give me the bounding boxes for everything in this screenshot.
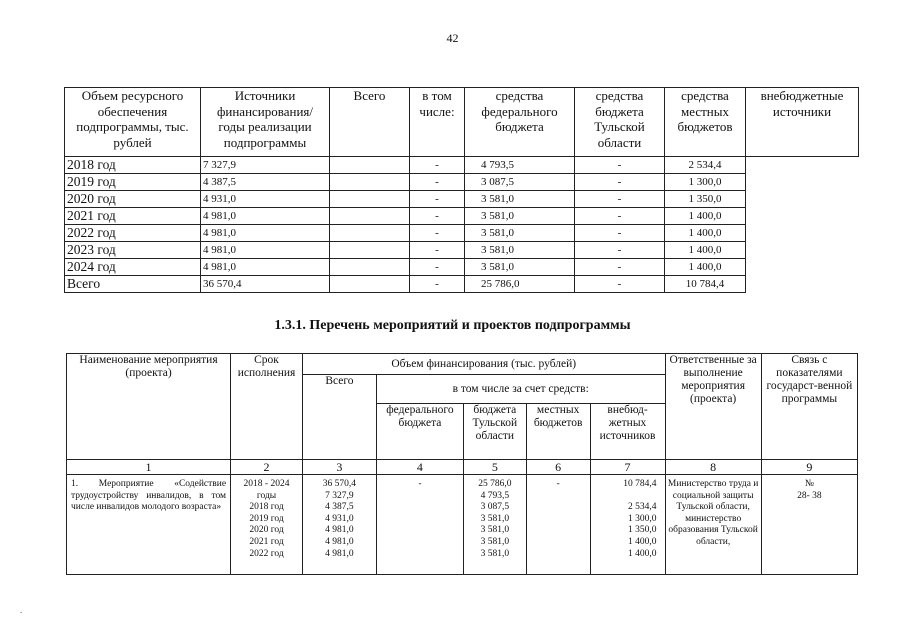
column-number: 1: [67, 460, 231, 475]
resource-row: [65, 191, 859, 208]
resource-total: 4 931,0: [201, 191, 330, 208]
cell-line: 3 581,0: [480, 536, 510, 547]
resource-regional: 3 581,0: [465, 208, 575, 225]
cell-line: 3 581,0: [480, 525, 510, 536]
cell-line: 3 581,0: [480, 513, 510, 524]
resource-including: [330, 242, 410, 259]
cell-line: 28- 38: [797, 490, 822, 501]
column-number: 4: [376, 460, 463, 475]
page-number: 42: [446, 31, 459, 45]
resource-row: [65, 259, 859, 276]
header-sources: Источники финансирования/ годы реализации подпрограммы: [201, 88, 330, 157]
header-total: Всего: [330, 88, 410, 157]
cell-line: 2019 год: [249, 513, 284, 524]
cell-line: 25 786,0: [478, 479, 512, 489]
resource-federal: -: [410, 225, 465, 242]
cell-line: 4 387,5: [325, 502, 354, 513]
cell-line: 1 400,0: [628, 536, 657, 547]
header-responsible: Ответственные за выполнение мероприятия (проекта): [665, 354, 761, 460]
resource-including: [330, 208, 410, 225]
resource-federal: -: [410, 157, 465, 174]
header-extrabudget-2: внебюд-жетных источников: [590, 404, 665, 460]
activity-name: 1. Мероприятие «Содействие трудоустройству инвалидов, в том числе инвалидов молодого возраста»: [67, 475, 231, 575]
header-link: Связь с показателями государст-венной программы: [761, 354, 857, 460]
header-local-2: местных бюджетов: [526, 404, 590, 460]
header-extrabudget: внебюджетные источники: [746, 88, 859, 157]
cell-line: 4 981,0: [325, 525, 354, 536]
resource-regional: 25 786,0: [465, 276, 575, 293]
resource-extrabudget: 1 350,0: [665, 191, 746, 208]
resource-row: [65, 157, 859, 174]
resource-including: [330, 157, 410, 174]
activity-local: -: [526, 475, 590, 575]
resource-year: 2022 год: [65, 225, 201, 242]
resource-total: 7 327,9: [201, 157, 330, 174]
resource-regional: 3 087,5: [465, 174, 575, 191]
activity-federal: -: [376, 475, 463, 575]
resource-regional: 3 581,0: [465, 242, 575, 259]
column-number: 2: [231, 460, 303, 475]
header-federal: средства федерального бюджета: [465, 88, 575, 157]
cell-line: 2021 год: [249, 536, 284, 547]
activity-extrabudget: [590, 475, 665, 575]
resource-federal: -: [410, 208, 465, 225]
cell-line: 1 400,0: [628, 548, 657, 559]
section-title: 1.3.1. Перечень мероприятий и проектов подпрограммы: [274, 318, 631, 333]
column-number: 5: [463, 460, 526, 475]
resource-including: [330, 174, 410, 191]
header-local: средства местных бюджетов: [665, 88, 746, 157]
cell-line: 3 581,0: [480, 548, 510, 559]
header-regional-2: бюджета Тульской области: [463, 404, 526, 460]
cell-line: №: [804, 479, 814, 489]
resource-year: Всего: [65, 276, 201, 293]
cell-line: 4 931,0: [325, 513, 354, 524]
cell-line: [593, 491, 657, 503]
column-number: 9: [761, 460, 857, 475]
resource-extrabudget: 10 784,4: [665, 276, 746, 293]
resource-local: -: [575, 276, 665, 293]
cell-line: 1 350,0: [628, 525, 657, 536]
resource-local: -: [575, 242, 665, 259]
resource-row: [65, 242, 859, 259]
header-regional: средства бюджета Тульской области: [575, 88, 665, 157]
column-number: 3: [302, 460, 376, 475]
resource-year: 2018 год: [65, 157, 201, 174]
activity-totals: [302, 475, 376, 575]
resource-year: 2024 год: [65, 259, 201, 276]
resource-table: [64, 87, 859, 293]
resource-total: 36 570,4: [201, 276, 330, 293]
cell-line: 10 784,4: [623, 479, 657, 489]
resource-local: -: [575, 191, 665, 208]
resource-row-label: Объем ресурсного обеспечения подпрограммы, тыс. рублей: [65, 88, 201, 157]
resource-total: 4 981,0: [201, 242, 330, 259]
resource-total: 4 981,0: [201, 225, 330, 242]
resource-federal: -: [410, 174, 465, 191]
resource-year: 2019 год: [65, 174, 201, 191]
footer-mark: .: [20, 605, 23, 615]
resource-federal: -: [410, 242, 465, 259]
resource-row: [65, 208, 859, 225]
resource-extrabudget: 1 400,0: [665, 259, 746, 276]
resource-including: [330, 259, 410, 276]
cell-line: 2 534,4: [628, 502, 657, 513]
resource-row: [65, 174, 859, 191]
header-including-2: в том числе за счет средств:: [376, 375, 665, 404]
resource-row: [65, 276, 859, 293]
cell-line: 2018 - 2024 годы: [243, 479, 290, 501]
cell-line: 7 327,9: [325, 490, 354, 501]
resource-federal: -: [410, 259, 465, 276]
header-including: в том числе:: [410, 88, 465, 157]
cell-line: 2020 год: [249, 525, 284, 536]
resource-including: [330, 191, 410, 208]
resource-extrabudget: 2 534,4: [665, 157, 746, 174]
resource-federal: -: [410, 191, 465, 208]
column-number: 7: [590, 460, 665, 475]
resource-year: 2021 год: [65, 208, 201, 225]
cell-line: 3 087,5: [480, 502, 510, 513]
resource-regional: 3 581,0: [465, 225, 575, 242]
activity-link: [761, 475, 857, 575]
resource-total: 4 981,0: [201, 208, 330, 225]
resource-regional: 3 581,0: [465, 259, 575, 276]
resource-regional: 4 793,5: [465, 157, 575, 174]
activity-terms: [231, 475, 303, 575]
cell-line: 4 793,5: [480, 490, 510, 501]
cell-line: 36 570,4: [322, 479, 357, 489]
resource-federal: -: [410, 276, 465, 293]
resource-year: 2020 год: [65, 191, 201, 208]
cell-line: 2018 год: [249, 502, 284, 513]
cell-line: 1 300,0: [628, 513, 657, 524]
resource-local: -: [575, 225, 665, 242]
resource-local: -: [575, 208, 665, 225]
activity-responsible: Министерство труда и социальной защиты Тульской области, министерство образования Тульской области,: [665, 475, 761, 575]
activities-table: [66, 353, 858, 575]
resource-local: -: [575, 259, 665, 276]
resource-including: [330, 225, 410, 242]
resource-including: [330, 276, 410, 293]
cell-line: 4 981,0: [325, 536, 354, 547]
resource-year: 2023 год: [65, 242, 201, 259]
header-term: Срок исполнения: [231, 354, 303, 460]
resource-local: -: [575, 157, 665, 174]
resource-extrabudget: 1 400,0: [665, 225, 746, 242]
header-federal-2: федерального бюджета: [376, 404, 463, 460]
resource-row: [65, 225, 859, 242]
resource-regional: 3 581,0: [465, 191, 575, 208]
header-total-2: Всего: [302, 375, 376, 460]
column-number: 6: [526, 460, 590, 475]
resource-total: 4 981,0: [201, 259, 330, 276]
resource-extrabudget: 1 300,0: [665, 174, 746, 191]
activity-regional: [463, 475, 526, 575]
cell-line: 2022 год: [249, 548, 284, 559]
column-number: 8: [665, 460, 761, 475]
resource-local: -: [575, 174, 665, 191]
header-activity-name: Наименование мероприятия (проекта): [67, 354, 231, 460]
resource-extrabudget: 1 400,0: [665, 208, 746, 225]
cell-line: 4 981,0: [325, 548, 354, 559]
resource-extrabudget: 1 400,0: [665, 242, 746, 259]
resource-total: 4 387,5: [201, 174, 330, 191]
header-funding: Объем финансирования (тыс. рублей): [302, 354, 665, 375]
